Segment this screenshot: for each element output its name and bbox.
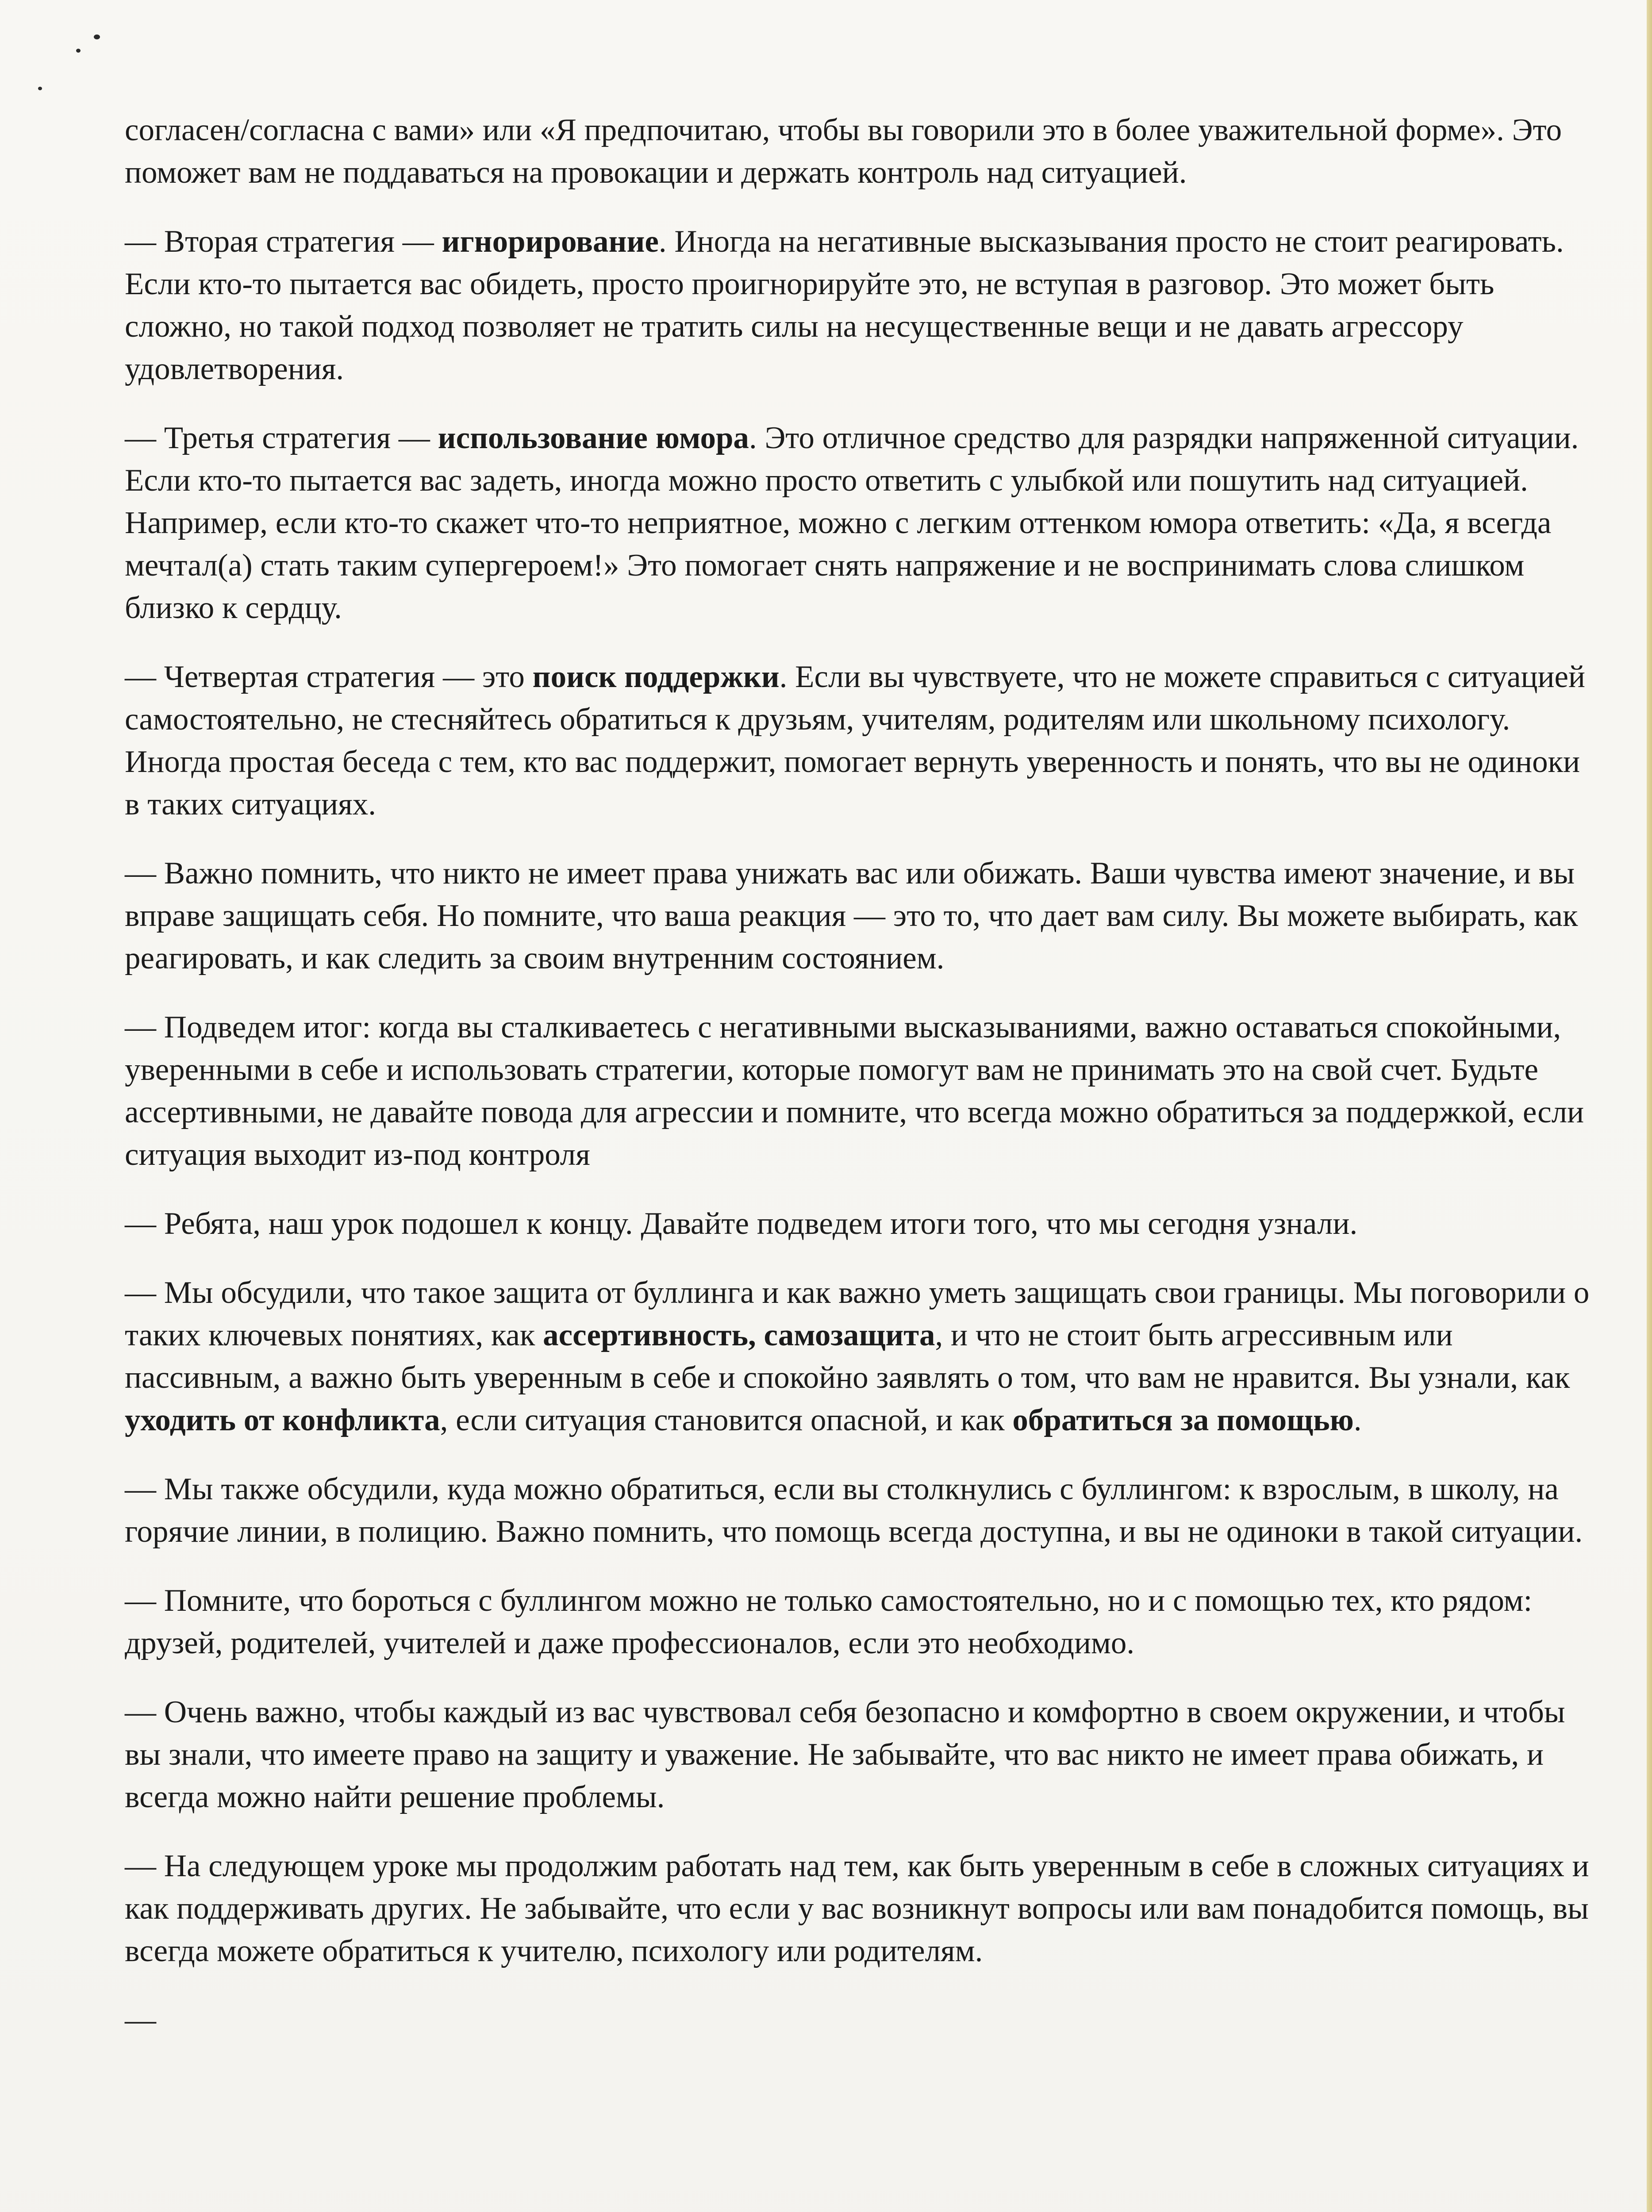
paragraph	[125, 1845, 1598, 1972]
text-run: — Подведем итог: когда вы сталкиваетесь с негативными высказываниями, важно оставаться спокойными, уверенными в себе и использовать стратегии, которые помогут вам не принимать это на свой счет. Будьте ассертивными, не давайте повода для агрессии и помните, что всегда можно обратиться за поддержкой, если ситуация выходит из-под контроля	[125, 1010, 1584, 1172]
ink-speck	[76, 49, 81, 53]
paragraph	[125, 1006, 1598, 1176]
text-run: . Иногда на негативные высказывания просто не стоит реагировать. Если кто-то пытается вас обидеть, просто проигнорируйте это, не вступая в разговор. Это может быть сложно, но такой подход позволяет не тратить силы на несущественные вещи и не давать агрессору удовлетворения.	[125, 224, 1564, 386]
paragraph	[125, 1579, 1598, 1664]
paragraph	[125, 1271, 1598, 1441]
bold-term: использование юмора	[438, 421, 749, 455]
text-run: . Если вы чувствуете, что не можете справиться с ситуацией самостоятельно, не стесняйтесь обратиться к друзьям, учителям, родителям или школьному психологу. Иногда простая беседа с тем, кто вас поддержит, помогает вернуть уверенность и понять, что вы не одиноки в таких ситуациях.	[125, 660, 1585, 822]
text-run: — Мы также обсудили, куда можно обратиться, если вы столкнулись с буллингом: к взрослым, в школу, на горячие линии, в полицию. Важно помнить, что помощь всегда доступна, и вы не одиноки в такой ситуации.	[125, 1472, 1583, 1549]
ink-speck	[38, 87, 42, 90]
paragraph	[125, 109, 1598, 194]
paragraph	[125, 417, 1598, 629]
paragraph	[125, 656, 1598, 826]
bold-term: поиск поддержки	[532, 660, 780, 694]
text-run: — Важно помнить, что никто не имеет права унижать вас или обижать. Ваши чувства имеют значение, и вы вправе защищать себя. Но помните, что ваша реакция — это то, что дает вам силу. Вы можете выбирать, как реагировать, и как следить за своим внутренним состоянием.	[125, 856, 1578, 975]
paragraph	[125, 852, 1598, 979]
text-run: — Помните, что бороться с буллингом можно не только самостоятельно, но и с помощью тех, кто рядом: друзей, родителей, учителей и даже профессионалов, если это необходимо.	[125, 1583, 1533, 1660]
text-run: . Это отличное средство для разрядки напряженной ситуации. Если кто-то пытается вас задеть, иногда можно просто ответить с улыбкой или пошутить над ситуацией. Например, если кто-то скажет что-то неприятное, можно с легким оттенком юмора ответить: «Да, я всегда мечтал(а) стать таким супергероем!» Это помогает снять напряжение и не воспринимать слова слишком близко к сердцу.	[125, 421, 1579, 625]
trailing-dash: —	[125, 2003, 156, 2037]
document-body	[125, 109, 1598, 2041]
paragraph-list	[125, 109, 1598, 1972]
text-run: — На следующем уроке мы продолжим работать над тем, как быть уверенным в себе в сложных ситуациях и как поддерживать других. Не забывайте, что если у вас возникнут вопросы или вам понадобится помощь, вы всегда можете обратиться к учителю, психологу или родителям.	[125, 1849, 1589, 1968]
text-run: согласен/согласна с вами» или «Я предпочитаю, чтобы вы говорили это в более уважительной форме». Это поможет вам не поддаваться на провокации и держать контроль над ситуацией.	[125, 113, 1562, 190]
text-run: — Четвертая стратегия — это	[125, 660, 533, 694]
text-run: , и что не стоит быть агрессивным или пассивным, а важно быть уверенным в себе и спокойно заявлять о том, что вам не нравится. Вы узнали, как	[125, 1318, 1570, 1395]
text-run: — Мы обсудили, что такое защита от буллинга и как важно уметь защищать свои границы. Мы поговорили о таких ключевых понятиях, как	[125, 1275, 1590, 1352]
paragraph	[125, 1468, 1598, 1553]
text-run: — Вторая стратегия —	[125, 224, 442, 259]
paragraph	[125, 1202, 1598, 1245]
bold-term: игнорирование	[442, 224, 659, 259]
text-run: — Очень важно, чтобы каждый из вас чувствовал себя безопасно и комфортно в своем окружении, и чтобы вы знали, что имеете право на защиту и уважение. Не забывайте, что вас никто не имеет права обижать, и всегда можно найти решение проблемы.	[125, 1695, 1565, 1814]
bold-term: обратиться за помощью	[1012, 1403, 1354, 1437]
text-run: — Третья стратегия —	[125, 421, 438, 455]
bold-term: уходить от конфликта	[125, 1403, 440, 1437]
paper-edge	[1647, 0, 1652, 2212]
paragraph	[125, 220, 1598, 390]
text-run: , если ситуация становится опасной, и как	[440, 1403, 1013, 1437]
paragraph	[125, 1691, 1598, 1818]
ink-speck	[94, 35, 100, 39]
text-run: .	[1353, 1403, 1362, 1437]
text-run: — Ребята, наш урок подошел к концу. Давайте подведем итоги того, что мы сегодня узнали.	[125, 1206, 1358, 1241]
bold-term: ассертивность, самозащита	[543, 1318, 935, 1352]
